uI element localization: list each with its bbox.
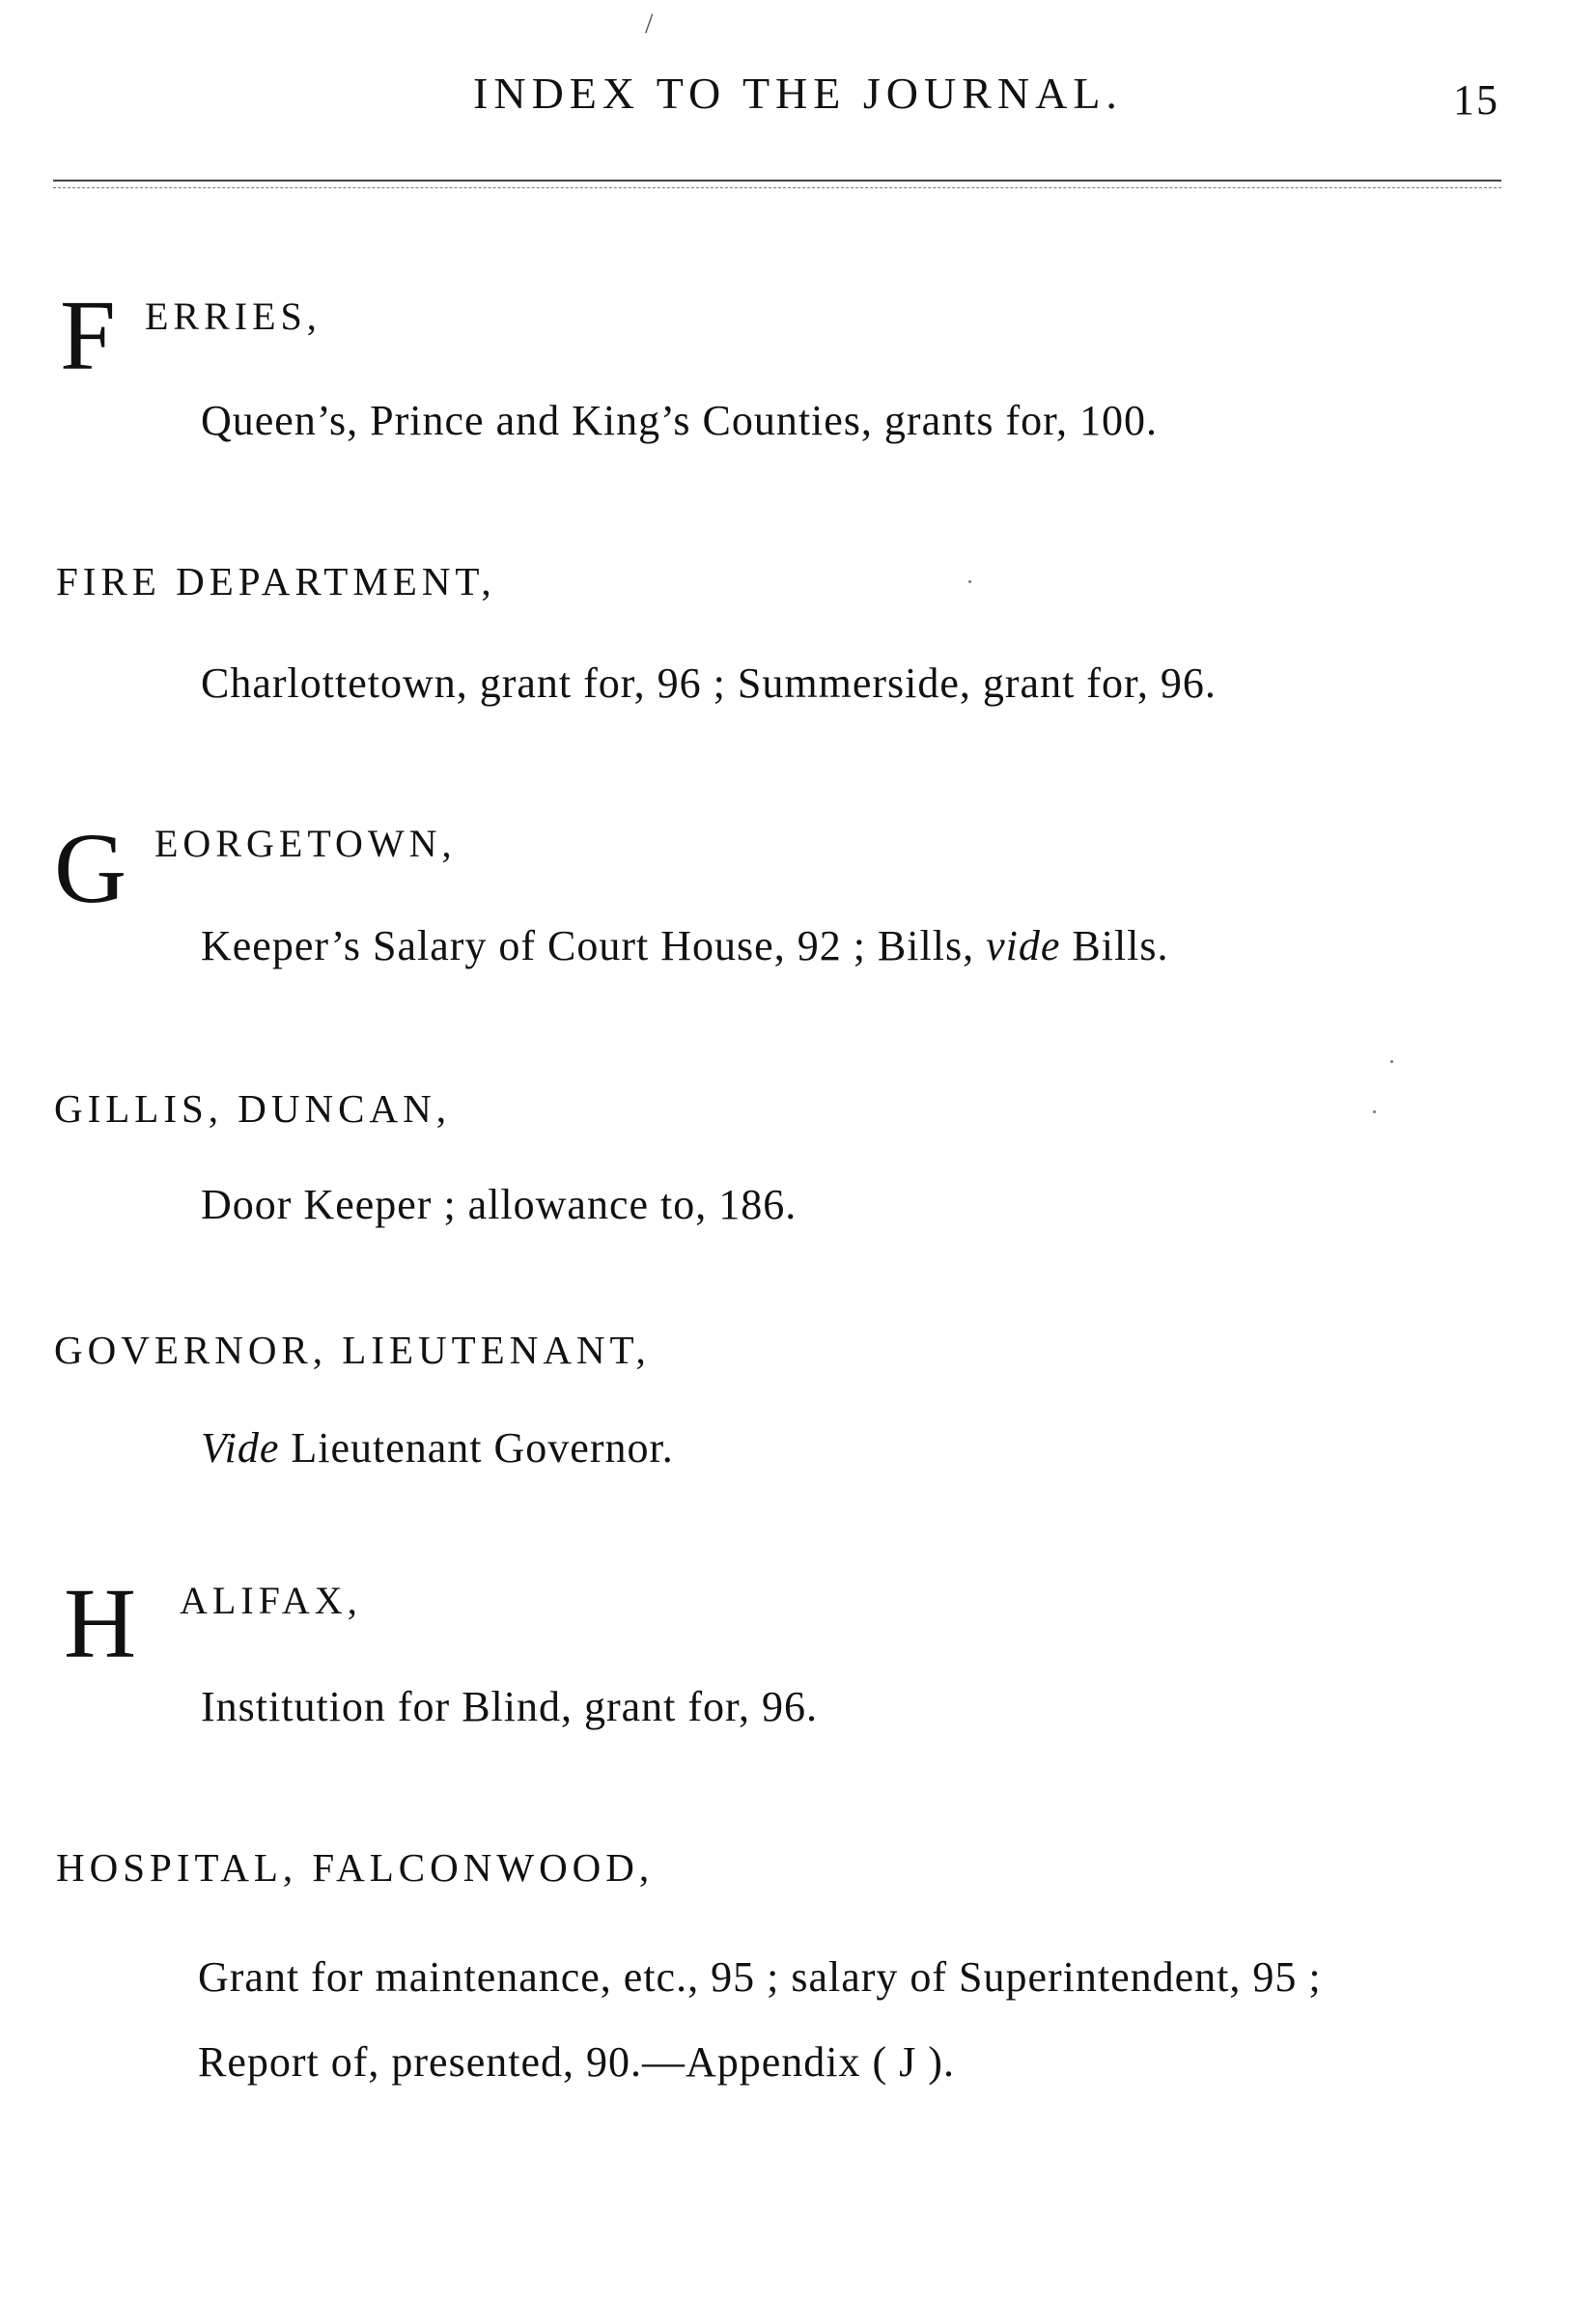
entry-italic-text: Vide — [201, 1424, 280, 1472]
drop-cap-initial: F — [60, 280, 116, 391]
index-entry-line — [201, 1423, 674, 1472]
index-entry-line: Grant for maintenance, etc., 95 ; salary of Superintendent, 95 ; — [198, 1953, 1322, 2001]
index-entry-line: Institution for Blind, grant for, 96. — [201, 1683, 818, 1730]
header-rule — [53, 180, 1501, 182]
entry-text: Lieutenant Governor. — [279, 1424, 674, 1472]
scan-speck — [1390, 1060, 1393, 1063]
entry-italic-text: vide — [986, 922, 1061, 969]
index-heading: ERRIES, — [145, 294, 322, 338]
scan-speck — [1373, 1110, 1376, 1113]
index-entry-line — [201, 921, 1169, 970]
index-heading: FIRE DEPARTMENT, — [56, 559, 496, 603]
index-heading: EORGETOWN, — [154, 822, 457, 865]
index-entry-line: Door Keeper ; allowance to, 186. — [201, 1181, 798, 1228]
index-heading: GILLIS, DUNCAN, — [54, 1086, 451, 1131]
entry-text: Keeper’s Salary of Court House, 92 ; Bills, — [201, 922, 987, 969]
index-entry-line: Queen’s, Prince and King’s Counties, grants for, 100. — [201, 397, 1158, 444]
entry-text: Bills. — [1060, 922, 1169, 969]
drop-cap-initial: H — [64, 1568, 137, 1679]
running-title: INDEX TO THE JOURNAL. — [473, 69, 1123, 118]
index-heading: ALIFAX, — [180, 1579, 362, 1622]
drop-cap-initial: G — [54, 813, 127, 924]
index-heading: GOVERNOR, LIEUTENANT, — [54, 1328, 651, 1372]
index-entry-line: Report of, presented, 90.—Appendix ( J ). — [198, 2038, 955, 2086]
index-entry-line: Charlottetown, grant for, 96 ; Summerside, grant for, 96. — [201, 659, 1217, 707]
tick-mark: / — [645, 8, 654, 40]
scan-speck — [968, 580, 971, 583]
page-number: 15 — [1453, 76, 1499, 124]
index-heading: HOSPITAL, FALCONWOOD, — [56, 1845, 655, 1890]
header-rule-secondary — [53, 187, 1501, 188]
